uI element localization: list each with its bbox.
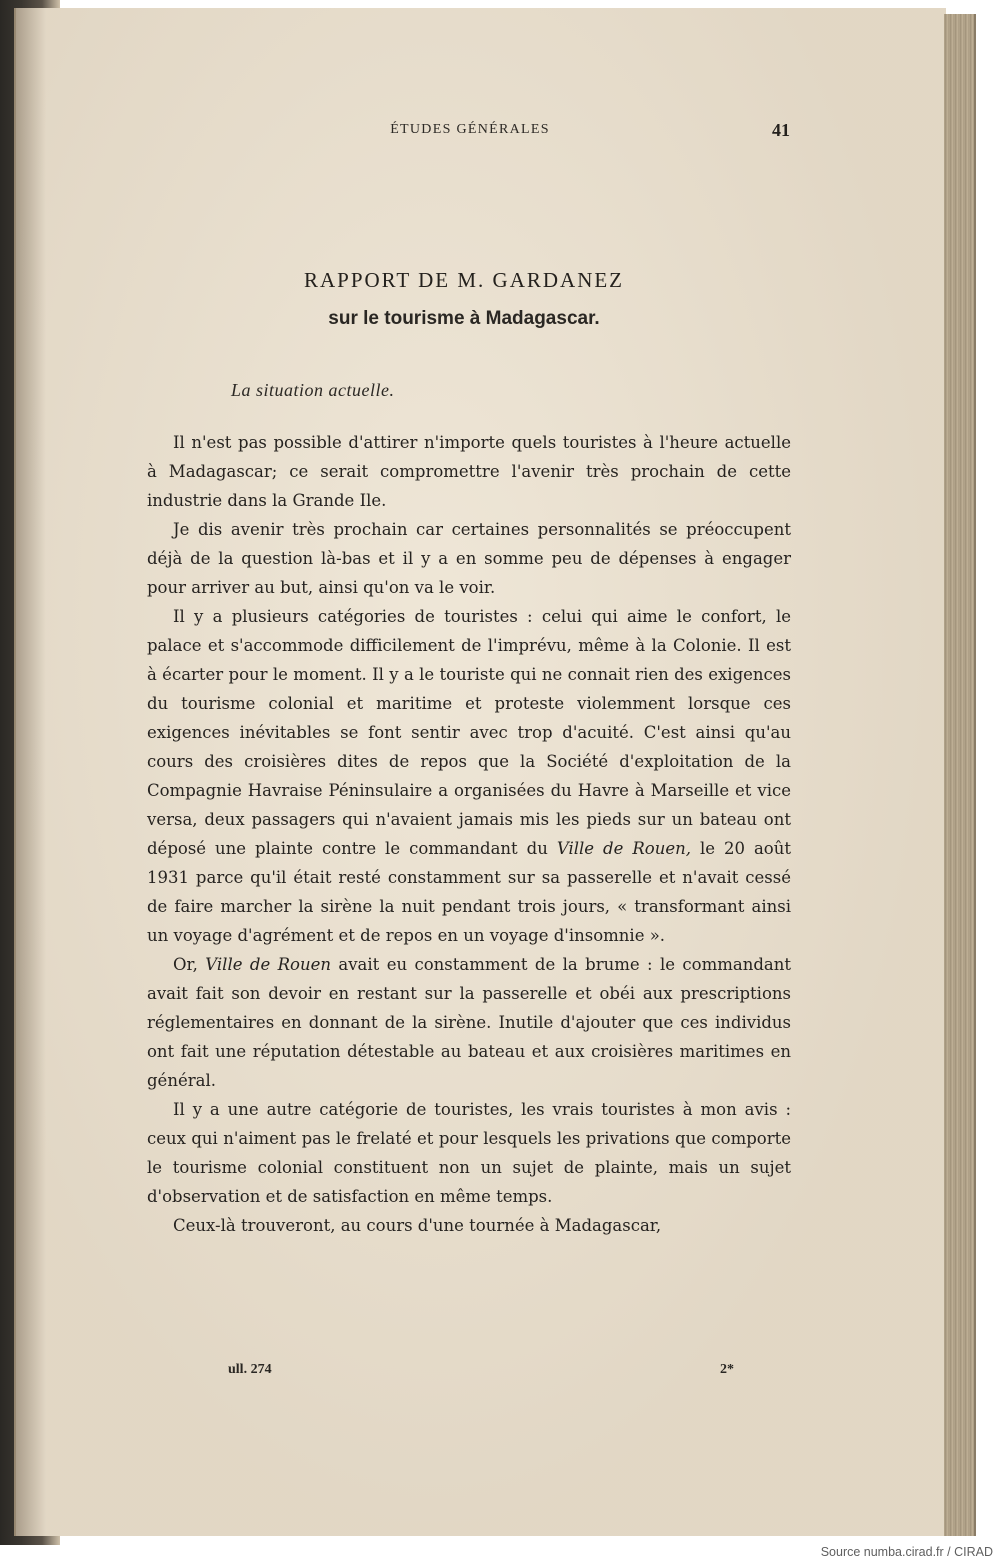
running-header (150, 120, 790, 144)
section-heading: La situation actuelle. (231, 380, 395, 400)
footer-signature-left: ull. 274 (228, 1362, 272, 1377)
paragraph-4 (147, 950, 791, 1095)
article-title: RAPPORT DE M. GARDANEZ (303, 268, 625, 292)
paragraph-5: Il y a une autre catégorie de touristes, les vrais touristes à mon avis : ceux qui n'aiment pas le frelaté et pour lesquels les privations que comporte le tourisme colonial constituent non un sujet de plainte, mais un sujet d'observation et de satisfaction en même temps. (147, 1100, 791, 1206)
ship-name: Ville de Rouen, (556, 839, 691, 858)
paragraph-3 (147, 602, 791, 950)
paragraph-3-text-a: Il y a plusieurs catégories de touristes : celui qui aime le confort, le palace et s'accommode difficilement de l'imprévu, même à la Colonie. Il est à écarter pour le moment. Il y a le touriste qui ne connait rien des exigences du tourisme colonial et maritime et proteste violemment lorsque ces exigences inévitables se font sentir avec trop d'acuité. C'est ainsi qu'au cours des croisières dites de repos que la Société d'exploitation de la Compagnie Havraise Péninsulaire a organisées du Havre à Marseille et vice versa, deux passagers qui n'avaient jamais mis les pieds sur un bateau ont déposé une plainte contre le commandant du (147, 607, 791, 858)
paragraph-4-text-b: avait eu constamment de la brume : le commandant avait fait son devoir en restant sur la passerelle et obéi aux prescriptions réglementaires en donnant de la sirène. Inutile d'ajouter que ces individus ont fait une réputation détestable au bateau et aux croisières maritimes en général. (147, 955, 792, 1090)
page-gutter-shadow (14, 8, 46, 1536)
running-title: ÉTUDES GÉNÉRALES (390, 122, 550, 137)
paragraph-1: Il n'est pas possible d'attirer n'importe quels touristes à l'heure actuelle à Madagascar; ce serait compromettre l'avenir très prochain de cette industrie dans la Grande Ile. (147, 433, 791, 510)
page-number: 41 (772, 120, 790, 140)
paragraph-6: Ceux-là trouveront, au cours d'une tournée à Madagascar, (173, 1216, 662, 1235)
ship-name: Ville de Rouen (205, 955, 331, 974)
page-edges (944, 14, 976, 1536)
paragraph-3-text-b: le 20 août 1931 parce qu'il était resté constamment sur sa passerelle et n'avait cessé de faire marcher la sirène la nuit pendant trois jours, « transformant ainsi un voyage d'agrément et de repos en un voyage d'insomnie ». (147, 839, 791, 945)
paragraph-4-text-a: Or, (173, 955, 198, 974)
footer-signature-right: 2* (720, 1362, 734, 1377)
page-footer (228, 1362, 748, 1386)
article-subtitle: sur le tourisme à Madagascar. (328, 308, 600, 329)
body-text (147, 428, 791, 1240)
paragraph-2: Je dis avenir très prochain car certaines personnalités se préoccupent déjà de la question là-bas et il y a en somme peu de dépenses à engager pour arriver au but, ainsi qu'on va le voir. (147, 520, 791, 597)
source-credit: Source numba.cirad.fr / CIRAD (820, 1545, 993, 1559)
